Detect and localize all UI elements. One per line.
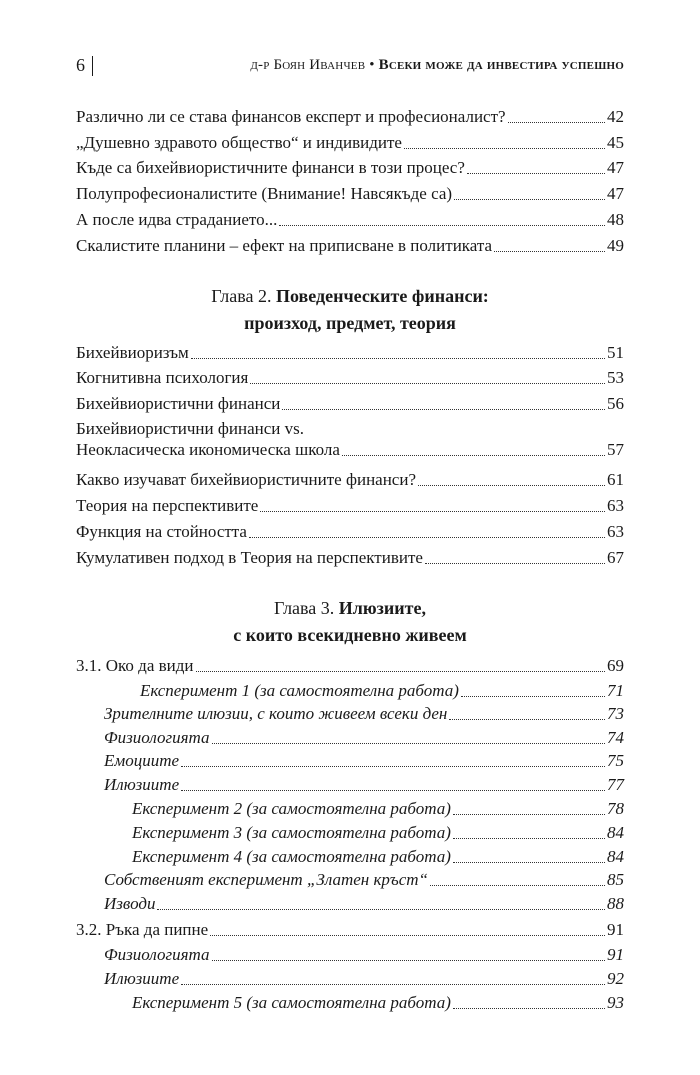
toc-entry-title: Полупрофесионалистите (Внимание! Навсякъде са) [76, 184, 453, 203]
dot-leader [212, 960, 605, 961]
header-separator: • [369, 57, 375, 73]
toc-entry-page: 49 [607, 236, 624, 255]
toc-entry-title: Скалистите планини – ефект на приписване в политиката [76, 236, 493, 255]
toc-entry-title: Когнитивна психология [76, 368, 249, 387]
toc-entry[interactable] [76, 650, 624, 676]
toc-entry-title: 3.2. Ръка да пипне [76, 920, 209, 939]
dot-leader [454, 199, 605, 200]
toc-entry-page: 47 [607, 158, 624, 177]
toc-entry-page: 88 [607, 894, 624, 913]
toc-entry-title-line1: Бихейвиористични финанси vs. [76, 419, 304, 438]
toc-entry-page: 67 [607, 548, 624, 567]
running-header [76, 55, 624, 79]
toc-entry-page: 92 [607, 969, 624, 988]
toc-entry-page: 93 [607, 993, 624, 1012]
toc-entry-title: А после идва страданието... [76, 210, 278, 229]
toc-entry-page: 75 [607, 751, 624, 770]
dot-leader [430, 885, 605, 886]
chapter-title: Илюзиите, [338, 598, 426, 618]
toc-entry-title: Къде са бихейвиористичните финанси в този процес? [76, 158, 465, 177]
toc-entry[interactable] [132, 793, 624, 819]
toc-entry-page: 77 [607, 775, 624, 794]
toc-entry-title-line2: Неокласическа икономическа школа [76, 440, 340, 459]
toc-entry-page: 71 [607, 681, 624, 700]
toc-entry[interactable] [76, 418, 624, 460]
toc-entry[interactable] [132, 987, 624, 1013]
toc-entry-page: 61 [607, 470, 624, 489]
toc-entry-page: 47 [607, 184, 624, 203]
toc-entry-title: Теория на перспективите [76, 496, 259, 515]
toc-entry-title: Бихейвиористични финанси [76, 394, 281, 413]
toc-entry[interactable] [76, 490, 624, 516]
toc-entry-page: 78 [607, 799, 624, 818]
toc-entry[interactable] [76, 204, 624, 230]
toc-entry[interactable] [76, 127, 624, 153]
dot-leader [453, 838, 605, 839]
toc-entry[interactable] [104, 888, 624, 914]
toc-entry-title: Емоциите [104, 751, 180, 770]
toc-entry[interactable] [104, 698, 624, 724]
dot-leader [157, 909, 605, 910]
toc-entry[interactable] [76, 388, 624, 414]
dot-leader [453, 862, 605, 863]
toc-entry-page: 84 [607, 847, 624, 866]
toc-entry-title: Какво изучават бихейвиористичните финанси? [76, 470, 416, 489]
toc-entry[interactable] [132, 817, 624, 843]
toc-entry[interactable] [76, 101, 624, 127]
toc-entry-title: Функция на стойността [76, 522, 247, 541]
toc-entry-title: Кумулативен подход в Теория на перспективите [76, 548, 423, 567]
toc-entry[interactable] [76, 152, 624, 178]
dot-leader [453, 814, 605, 815]
toc-entry-title: Изводи [104, 894, 156, 913]
dot-leader [453, 1008, 605, 1009]
toc-entry-title: Зрителните илюзии, с които живеем всеки ден [104, 704, 448, 723]
toc-entry-title: Физиологията [104, 945, 210, 964]
dot-leader [494, 251, 605, 252]
dot-leader [467, 173, 605, 174]
toc-entry-title: „Душевно здравото общество“ и индивидите [76, 133, 402, 152]
header-book-title: Всеки може да инвестира успешно [378, 57, 624, 73]
dot-leader [181, 766, 605, 767]
toc-entry-page: 51 [607, 343, 624, 362]
toc-entry-title: Експеримент 5 (за самостоятелна работа) [132, 993, 451, 1012]
toc-entry[interactable] [76, 464, 624, 490]
toc-entry-title: Илюзиите [104, 775, 180, 794]
toc-entry-page: 56 [607, 394, 624, 413]
toc-entry[interactable] [76, 914, 624, 940]
toc-entry-page: 45 [607, 133, 624, 152]
toc-entry-page: 91 [607, 920, 624, 939]
dot-leader [449, 719, 605, 720]
toc-entry-title: 3.1. Око да види [76, 656, 194, 675]
toc-entry-page: 53 [607, 368, 624, 387]
toc-entry-page: 91 [607, 945, 624, 964]
toc-entry[interactable] [76, 362, 624, 388]
dot-leader [508, 122, 605, 123]
chapter-prefix: Глава 2. [211, 286, 272, 306]
header-title [250, 57, 624, 74]
dot-leader [181, 984, 605, 985]
dot-leader [418, 485, 605, 486]
toc-entry-title: Физиологията [104, 728, 210, 747]
toc-entry-title: Бихейвиоризъм [76, 343, 189, 362]
chapter-title: Поведенческите финанси: [275, 286, 489, 306]
toc-entry[interactable] [104, 769, 624, 795]
toc-entry-title: Експеримент 3 (за самостоятелна работа) [132, 823, 451, 842]
chapter-heading [76, 283, 624, 337]
dot-leader [212, 743, 605, 744]
toc-entry-title: Различно ли се става финансов експерт и професионалист? [76, 107, 506, 126]
toc-entry-title: Собственият експеримент „Златен кръст“ [104, 870, 429, 889]
toc-entry-title: Илюзиите [104, 969, 180, 988]
toc-entry[interactable] [104, 864, 624, 890]
dot-leader [425, 563, 605, 564]
toc-entry-page: 63 [607, 522, 624, 541]
toc-entry-title: Експеримент 2 (за самостоятелна работа) [132, 799, 451, 818]
dot-leader [191, 358, 605, 359]
chapter-prefix: Глава 3. [274, 598, 335, 618]
toc-entry-page: 74 [607, 728, 624, 747]
dot-leader [279, 225, 605, 226]
toc-entry[interactable] [76, 516, 624, 542]
dot-leader [181, 790, 605, 791]
toc-entry[interactable] [76, 542, 624, 568]
toc-entry-page: 42 [607, 107, 624, 126]
dot-leader [404, 148, 605, 149]
toc-entry[interactable] [76, 337, 624, 363]
chapter-subtitle: произход, предмет, теория [244, 313, 456, 333]
toc-entry-page: 84 [607, 823, 624, 842]
dot-leader [250, 383, 605, 384]
toc-entry-title: Експеримент 4 (за самостоятелна работа) [132, 847, 451, 866]
chapter-heading [76, 595, 624, 649]
dot-leader [282, 409, 605, 410]
dot-leader [196, 671, 606, 672]
toc-entry-page: 48 [607, 210, 624, 229]
header-divider [92, 56, 93, 76]
toc-entry-page: 63 [607, 496, 624, 515]
toc-entry-title: Експеримент 1 (за самостоятелна работа) [140, 681, 459, 700]
dot-leader [249, 537, 605, 538]
toc-entry-page: 57 [607, 440, 624, 459]
dot-leader [260, 511, 605, 512]
chapter-subtitle: с които всекидневно живеем [233, 625, 467, 645]
dot-leader [342, 455, 605, 456]
toc-entry[interactable] [76, 178, 624, 204]
toc-entry[interactable] [76, 230, 624, 256]
toc-entry[interactable] [104, 963, 624, 989]
toc-entry-page: 85 [607, 870, 624, 889]
dot-leader [210, 935, 605, 936]
toc-entry-page: 69 [607, 656, 624, 675]
toc-entry-page: 73 [607, 704, 624, 723]
page-number: 6 [76, 55, 85, 75]
header-author: д-р Боян Иванчев [250, 57, 366, 73]
dot-leader [461, 696, 605, 697]
toc-entry[interactable] [104, 745, 624, 771]
toc-entry[interactable] [104, 939, 624, 965]
